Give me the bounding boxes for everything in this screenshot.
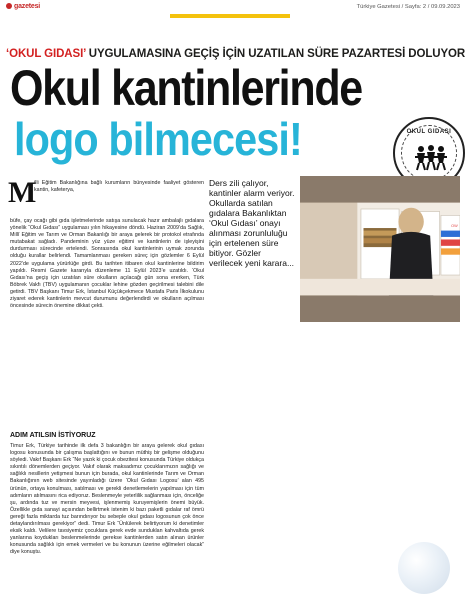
article-paragraph-2: Timur Erk, Türkiye tarihinde ilk defa 3 bakanlığın bir araya gelerek okul gıdası logosu konusunda bir çalışma başlattığını ve bunun müthiş bir gelişme olduğunu söyledi. Vakıf Başkanı Erk “Ne yazık ki çocuk obezitesi konusunda Türkiye oldukça sıkıntılı dönemlerden geçiyor. Vakıf olarak maksadımız çocuklarımızın sağlığı ve sağlıklı nesillerin yetişmesi bunun için burada, okul kantinlerinde Tarım ve Orman Bakanlığının web sitesinde yayınladığı üzere ‘Okul Gıdası Logosu’ alan 495 ürünün, ortaya konulması, satılması ve gerekli denetlemelerin yapılması için tüm adımların atılmasını rica ediyoruz. Beslenmeyle yeterlilik sağlanması için, önceliğe şu, ardında tuz ve mersin meyvesi, işlenmemiş kuruyemişlerin önemi büyük. Özellikle gıda sanayi açısından bellirtmek istenim ki bazı paketli gıdalar raf ömrü gereği fazla miktarda tuz barındırıyor bu sebeple okul gıdası logosunun çok önce detaylandırılması gerekiyor” dedi. Timur Erk “Ünlülerek belirtiyorum ki denetimler eksik kaldı. Velilere tavsiyemiz çocuklara gerek evde sunduklan kahvaltıda gerek yanlarına koydukları beslenmelerinde gerekse kantinlerden satın alınan ürünler konusunda sağlıklı için emek vermeleri ve bu konunun üzerine eğilmeleri olacak” diye konuştu. <box>10 443 204 556</box>
pull-quote: Ders zili çalıyor, kantinler alarm veriyor. Okullarda satılan gıdalara Bakanlıktan ‘Okul Gıdası’ onayı alınması zorunluluğu için ertelenen süre bitiyor. Gözler verilecek yeni karara... <box>206 176 298 322</box>
article-paragraph-1: büfe, çay ocağı gibi gıda işletmelerinde satışa sunulacak hazır ambalajlı gıdalara yönelik “Okul Gıdası” uygulaması yılın hikayesine döndü. Haziran 2009’da Sağlık, Millî Eğitim ve Tarım ve Orman Bakanlığı bir araya gelerek bir protokol etrafında mutabakat sağladı. Pandeminin yüz yüze eğitimi ve kantinlerin de işleyişini durdurması sürecinde ertelendi. Sonrasında okul kantinlerinin uymak zorunda olduğu kurallar belirlendi. Tamamlanması gereken süreç için gözlemler 6 Eylül 2022’de uygulama yürürlüğe girdi. Bu tarihten itibaren okul kantinlerine bildirim yapıldı. Resmi Gazete kararıyla düzenleme 11 Eylül 2023’e uzatıldı. ‘Okul Gıdası’na geçiş için uzatılan süre okulların açılacağı gün sona ererken, Türk Böbrek Vakfı (TBV) uygulamanın çocuklar lehine gözden geçirilmesi talebini dile getirdi. TBV Başkanı Timur Erk, İstanbul Küçükçekmece Mustafa Paris İlkokulunu ziyaret ederek kantinlerin mevcut durumunu değerlendirdi ve okulların açılması öncesinde sürecin önemine dikkat çekti. <box>10 218 204 310</box>
article-paragraph-1-opening: illi Eğitim Bakanlığına bağlı kurumların bünyesinde faaliyet gösteren kantin, kafeterya, <box>34 180 204 194</box>
kantin-photo-illustration <box>300 176 460 322</box>
svg-text:OW: OW <box>451 223 458 228</box>
issue-info: Türkiye Gazetesi / Sayfa: 2 / 09.09.2023 <box>356 4 460 10</box>
newspaper-logo: gazetesi <box>6 3 40 10</box>
kicker-brand: ‘OKUL GIDASI’ <box>6 48 86 60</box>
decorative-band <box>170 14 290 18</box>
headline-line-2: logo bilmecesi! <box>14 113 302 165</box>
article-photo <box>300 176 460 322</box>
decorative-bubble <box>398 542 450 594</box>
article-subheading: ADIM ATILSIN İSTİYORUZ <box>10 432 96 439</box>
kicker-line <box>6 48 466 60</box>
children-icon <box>413 145 449 171</box>
logo-icon <box>6 3 12 9</box>
drop-cap: M <box>8 176 37 209</box>
logo-label: OKUL GIDASI <box>406 129 452 135</box>
kicker-text: UYGULAMASINA GEÇİŞ İÇİN UZATILAN SÜRE PAZARTESİ DOLUYOR <box>85 48 466 60</box>
headline-line-1: Okul kantinlerinde <box>10 60 362 116</box>
